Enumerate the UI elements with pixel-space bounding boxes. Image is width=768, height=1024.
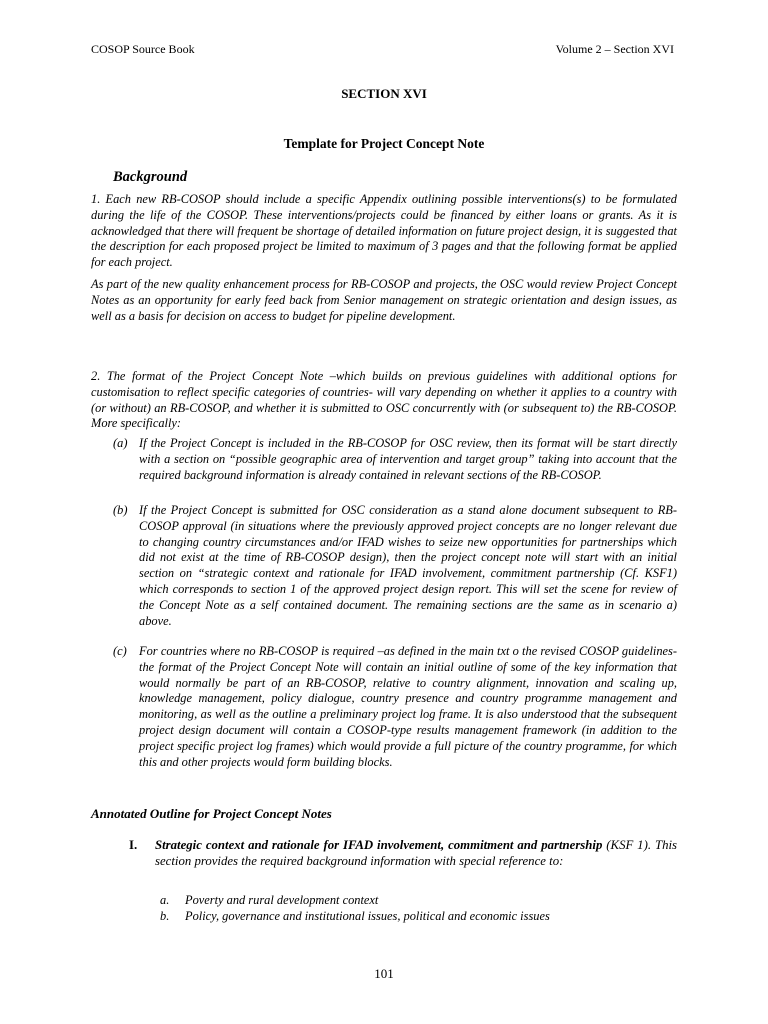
outline-subpoints [160,893,677,924]
outline-item-number: I. [129,838,138,852]
list-item-label: (a) [113,436,128,450]
paragraph-1: 1. Each new RB-COSOP should include a specific Appendix outlining possible interventions(s) to be formulated during the life of the COSOP. These interventions/projects could be financed by either loans or grants. As it is acknowledged that there will frequent be shortage of detailed information on future project design, it is suggested that the description for each proposed project be limited to maximum of 3 pages and that the following format be applied for each project. [91,192,677,270]
sub-item-list-a [113,436,677,483]
template-title: Template for Project Concept Note [283,136,485,151]
list-item-text: If the Project Concept is submitted for OSC consideration as a stand alone document subsequent to RB-COSOP approval (in situations where the previously approved project concepts are no longer relevant due to changing country circumstances and/or IFAD wishes to seize new opportunities for partnerships which did not exist at the time of RB-COSOP design), then the project concept note will start with an initial section on “strategic context and rationale for IFAD involvement, commitment partnership (Cf. KSF1) which corresponds to section 1 of the approved project design report. This will set the scene for review of the Concept Note as a self contained document. The remaining sections are the same as in scenario a) above. [139,503,677,628]
paragraph-2: 2. The format of the Project Concept Note –which builds on previous guidelines with additional options for customisation to reflect specific categories of countries- will vary depending on whether it applies to a country with (or without) an RB-COSOP, and whether it is submitted to OSC concurrently with (or subsequent to) the RB-COSOP. More specifically: [91,369,677,431]
section-title: SECTION XVI [341,86,427,101]
paragraph-osc-review: As part of the new quality enhancement process for RB-COSOP and projects, the OSC would review Project Concept Notes as an opportunity for early feed back from Senior management on strategic orientation and design issues, as well as a basis for decision on access to budget for pipeline development. [91,277,677,323]
outline-item-description: (KSF 1). This section provides the required background information with special reference to: [155,838,677,868]
list-item [113,644,677,770]
list-item-text: If the Project Concept is included in the RB-COSOP for OSC review, then its format will be start directly with a section on “possible geographic area of intervention and target group” taking into account that the required background information is already contained in relevant sections of the RB-COSOP. [139,436,677,482]
outline-item-body [155,838,677,870]
sub-item-list-c [113,644,677,770]
list-item-label: b. [160,908,170,923]
list-item-label: (b) [113,503,128,517]
outline-item-1 [129,838,677,870]
page-number: 101 [374,966,394,981]
outline-item-title: Strategic context and rationale for IFAD involvement, commitment and partnership [155,838,603,852]
list-item [160,909,677,925]
outline-heading: Annotated Outline for Project Concept Notes [91,806,332,821]
list-item-label: a. [160,893,170,907]
background-heading: Background [113,169,188,185]
list-item-text: Poverty and rural development context [185,893,379,907]
list-item [160,893,677,909]
list-item [113,503,677,629]
list-item-text: For countries where no RB-COSOP is required –as defined in the main txt o the revised COSOP guidelines- the format of the Project Concept Note will contain an initial outline of some of the key information that would normally be part of an RB-COSOP, relative to country alignment, innovation and scaling up, knowledge management, policy dialogue, country presence and country programme management and monitoring, as well as the outline a preliminary project log frame. It is also understood that the subsequent project design document will contain a COSOP-type results management framework (in addition to the project specific project log frames) which would provide a full picture of the country programme, for which this and other projects would form building blocks. [139,644,677,769]
running-header-right: Volume 2 – Section XVI [555,42,674,56]
list-item-text: Policy, governance and institutional issues, political and economic issues [185,908,550,923]
list-item [113,436,677,483]
running-header-left: COSOP Source Book [91,42,195,56]
sub-item-list-b [113,503,677,629]
list-item-label: (c) [113,644,127,658]
